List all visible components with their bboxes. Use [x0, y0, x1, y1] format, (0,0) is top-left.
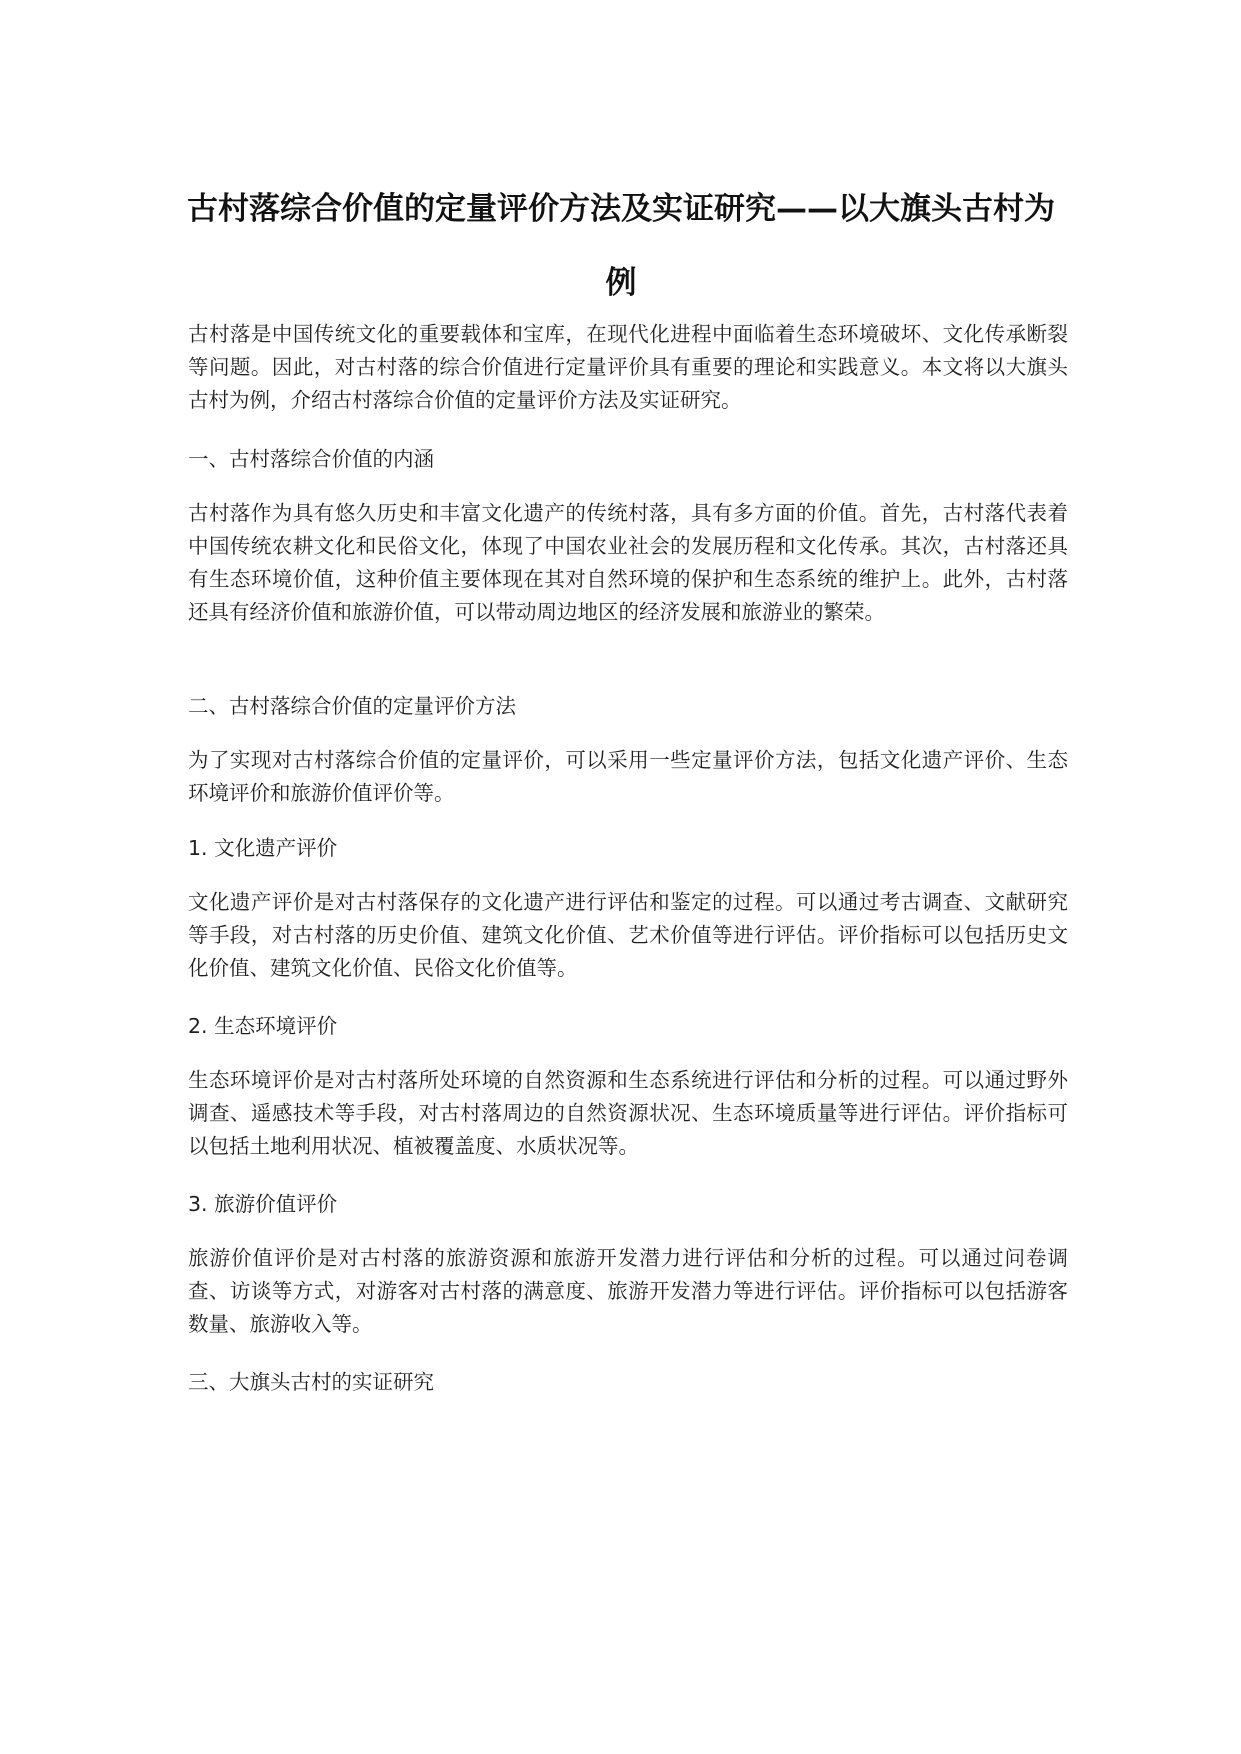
section-heading-1: 一、古村落综合价值的内涵 — [188, 447, 434, 471]
intro-paragraph: 古村落是中国传统文化的重要载体和宝库，在现代化进程中面临着生态环境破坏、文化传承断裂等问题。因此，对古村落的综合价值进行定量评价具有重要的理论和实践意义。本文将以大旗头古村为例，介绍古村落综合价值的定量评价方法及实证研究。 — [188, 322, 1068, 412]
paragraph-ecological: 生态环境评价是对古村落所处环境的自然资源和生态系统进行评估和分析的过程。可以通过野外调查、遥感技术等手段，对古村落周边的自然资源状况、生态环境质量等进行评估。评价指标可以包括土地利用状况、植被覆盖度、水质状况等。 — [188, 1068, 1068, 1158]
subsection-heading-3: 3. 旅游价值评价 — [188, 1192, 338, 1216]
document-title: 古村落综合价值的定量评价方法及实证研究——以大旗头古村为例 — [187, 191, 1055, 301]
subsection-heading-1: 1. 文化遗产评价 — [188, 836, 338, 860]
section-heading-2: 二、古村落综合价值的定量评价方法 — [188, 694, 516, 718]
section-heading-3: 三、大旗头古村的实证研究 — [188, 1370, 434, 1394]
subsection-heading-2: 2. 生态环境评价 — [188, 1014, 338, 1038]
paragraph-cultural-heritage: 文化遗产评价是对古村落保存的文化遗产进行评估和鉴定的过程。可以通过考古调查、文献研究等手段，对古村落的历史价值、建筑文化价值、艺术价值等进行评估。评价指标可以包括历史文化价值、建筑文化价值、民俗文化价值等。 — [188, 890, 1068, 980]
paragraph-tourism: 旅游价值评价是对古村落的旅游资源和旅游开发潜力进行评估和分析的过程。可以通过问卷调查、访谈等方式，对游客对古村落的满意度、旅游开发潜力等进行评估。评价指标可以包括游客数量、旅游收入等。 — [188, 1246, 1068, 1336]
paragraph-methods: 为了实现对古村落综合价值的定量评价，可以采用一些定量评价方法，包括文化遗产评价、生态环境评价和旅游价值评价等。 — [188, 748, 1068, 805]
paragraph-connotation: 古村落作为具有悠久历史和丰富文化遗产的传统村落，具有多方面的价值。首先，古村落代表着中国传统农耕文化和民俗文化，体现了中国农业社会的发展历程和文化传承。其次，古村落还具有生态环境价值，这种价值主要体现在其对自然环境的保护和生态系统的维护上。此外，古村落还具有经济价值和旅游价值，可以带动周边地区的经济发展和旅游业的繁荣。 — [188, 501, 1068, 624]
